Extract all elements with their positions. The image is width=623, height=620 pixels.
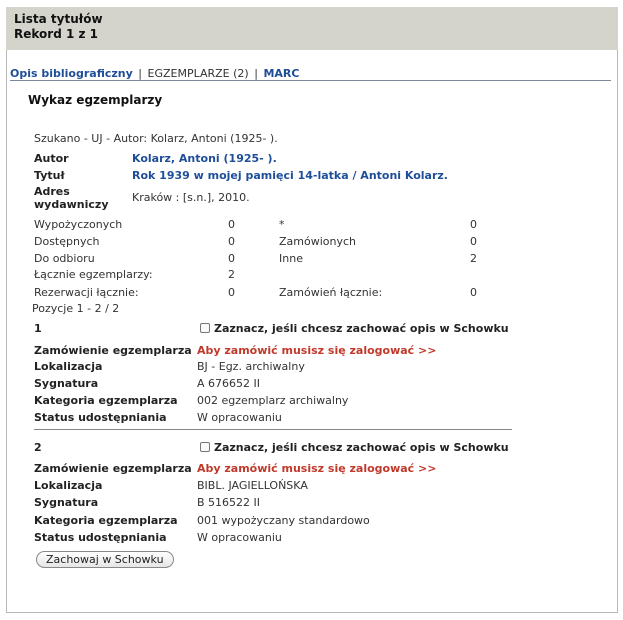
- stat-lacznie-label: Łącznie egzemplarzy:: [34, 268, 153, 281]
- lokalizacja-label: Lokalizacja: [34, 479, 103, 492]
- status-label: Status udostępniania: [34, 531, 167, 544]
- kategoria-label: Kategoria egzemplarza: [34, 394, 178, 407]
- tab-egzemplarze: EGZEMPLARZE (2): [147, 67, 249, 80]
- save-to-clipboard-button[interactable]: Zachowaj w Schowku: [36, 551, 174, 568]
- status-value: W opracowaniu: [197, 411, 282, 424]
- adres-label-2: wydawniczy: [34, 198, 109, 211]
- results-header: [6, 7, 618, 50]
- save-checkbox-label: Zaznacz, jeśli chcesz zachować opis w Schowku: [214, 441, 509, 454]
- tytul-label: Tytuł: [34, 169, 65, 182]
- tab-separator: |: [254, 67, 258, 80]
- tab-marc[interactable]: MARC: [263, 67, 300, 80]
- save-checkbox-2[interactable]: [200, 442, 210, 452]
- stat-zamowien-value: 0: [470, 286, 477, 299]
- tab-opis-bibliograficzny[interactable]: Opis bibliograficzny: [10, 67, 133, 80]
- sygnatura-value: A 676652 II: [197, 377, 260, 390]
- stat-wypozyczonych-value: 0: [228, 218, 235, 231]
- stat-rezerwacji-label: Rezerwacji łącznie:: [34, 286, 139, 299]
- stat-do-odbioru-label: Do odbioru: [34, 252, 95, 265]
- tab-separator: |: [138, 67, 143, 80]
- stat-inne-label: Inne: [279, 252, 303, 265]
- order-login-link[interactable]: Aby zamówić musisz się zalogować >>: [197, 344, 437, 357]
- record-counter: Rekord 1 z 1: [14, 27, 99, 41]
- zamowienie-label: Zamówienie egzemplarza: [34, 462, 192, 475]
- stat-wypozyczonych-label: Wypożyczonych: [34, 218, 123, 231]
- save-checkbox-1[interactable]: [200, 323, 210, 333]
- adres-label: Adres: [34, 185, 70, 198]
- autor-label: Autor: [34, 152, 69, 165]
- item-number: 1: [34, 322, 42, 335]
- list-title: Lista tytułów: [14, 12, 103, 26]
- status-value: W opracowaniu: [197, 531, 282, 544]
- adres-value: Kraków : [s.n.], 2010.: [132, 191, 250, 204]
- kategoria-label: Kategoria egzemplarza: [34, 514, 178, 527]
- sygnatura-value: B 516522 II: [197, 496, 261, 509]
- sygnatura-label: Sygnatura: [34, 496, 99, 509]
- sygnatura-label: Sygnatura: [34, 377, 99, 390]
- stat-lacznie-value: 2: [228, 268, 235, 281]
- lokalizacja-label: Lokalizacja: [34, 360, 103, 373]
- order-login-link[interactable]: Aby zamówić musisz się zalogować >>: [197, 462, 437, 475]
- kategoria-value: 002 egzemplarz archiwalny: [197, 394, 349, 407]
- status-label: Status udostępniania: [34, 411, 167, 424]
- stat-zamowionych-value: 0: [470, 235, 477, 248]
- stat-inne-value: 2: [470, 252, 477, 265]
- item-number: 2: [34, 441, 42, 454]
- stat-dostepnych-value: 0: [228, 235, 235, 248]
- stat-rezerwacji-value: 0: [228, 286, 235, 299]
- zamowienie-label: Zamówienie egzemplarza: [34, 344, 192, 357]
- tytul-link[interactable]: Rok 1939 w mojej pamięci 14-latka / Antoni Kolarz.: [132, 169, 448, 182]
- stat-do-odbioru-value: 0: [228, 252, 235, 265]
- stat-star-label: *: [279, 218, 285, 231]
- lokalizacja-value: BIBL. JAGIELLOŃSKA: [197, 479, 308, 492]
- search-info: Szukano - UJ - Autor: Kolarz, Antoni (1925- ).: [34, 132, 278, 145]
- kategoria-value: 001 wypożyczany standardowo: [197, 514, 370, 527]
- stat-zamowien-label: Zamówień łącznie:: [279, 286, 383, 299]
- view-tabs: [10, 67, 299, 80]
- section-title: Wykaz egzemplarzy: [28, 93, 163, 107]
- stat-star-value: 0: [470, 218, 477, 231]
- stat-zamowionych-label: Zamówionych: [279, 235, 357, 248]
- item-divider: [34, 429, 512, 430]
- lokalizacja-value: BJ - Egz. archiwalny: [197, 360, 305, 373]
- pozycje-info: Pozycje 1 - 2 / 2: [32, 302, 120, 315]
- stat-dostepnych-label: Dostępnych: [34, 235, 100, 248]
- tab-divider: [10, 80, 611, 81]
- autor-link[interactable]: Kolarz, Antoni (1925- ).: [132, 152, 277, 165]
- save-checkbox-label: Zaznacz, jeśli chcesz zachować opis w Schowku: [214, 322, 509, 335]
